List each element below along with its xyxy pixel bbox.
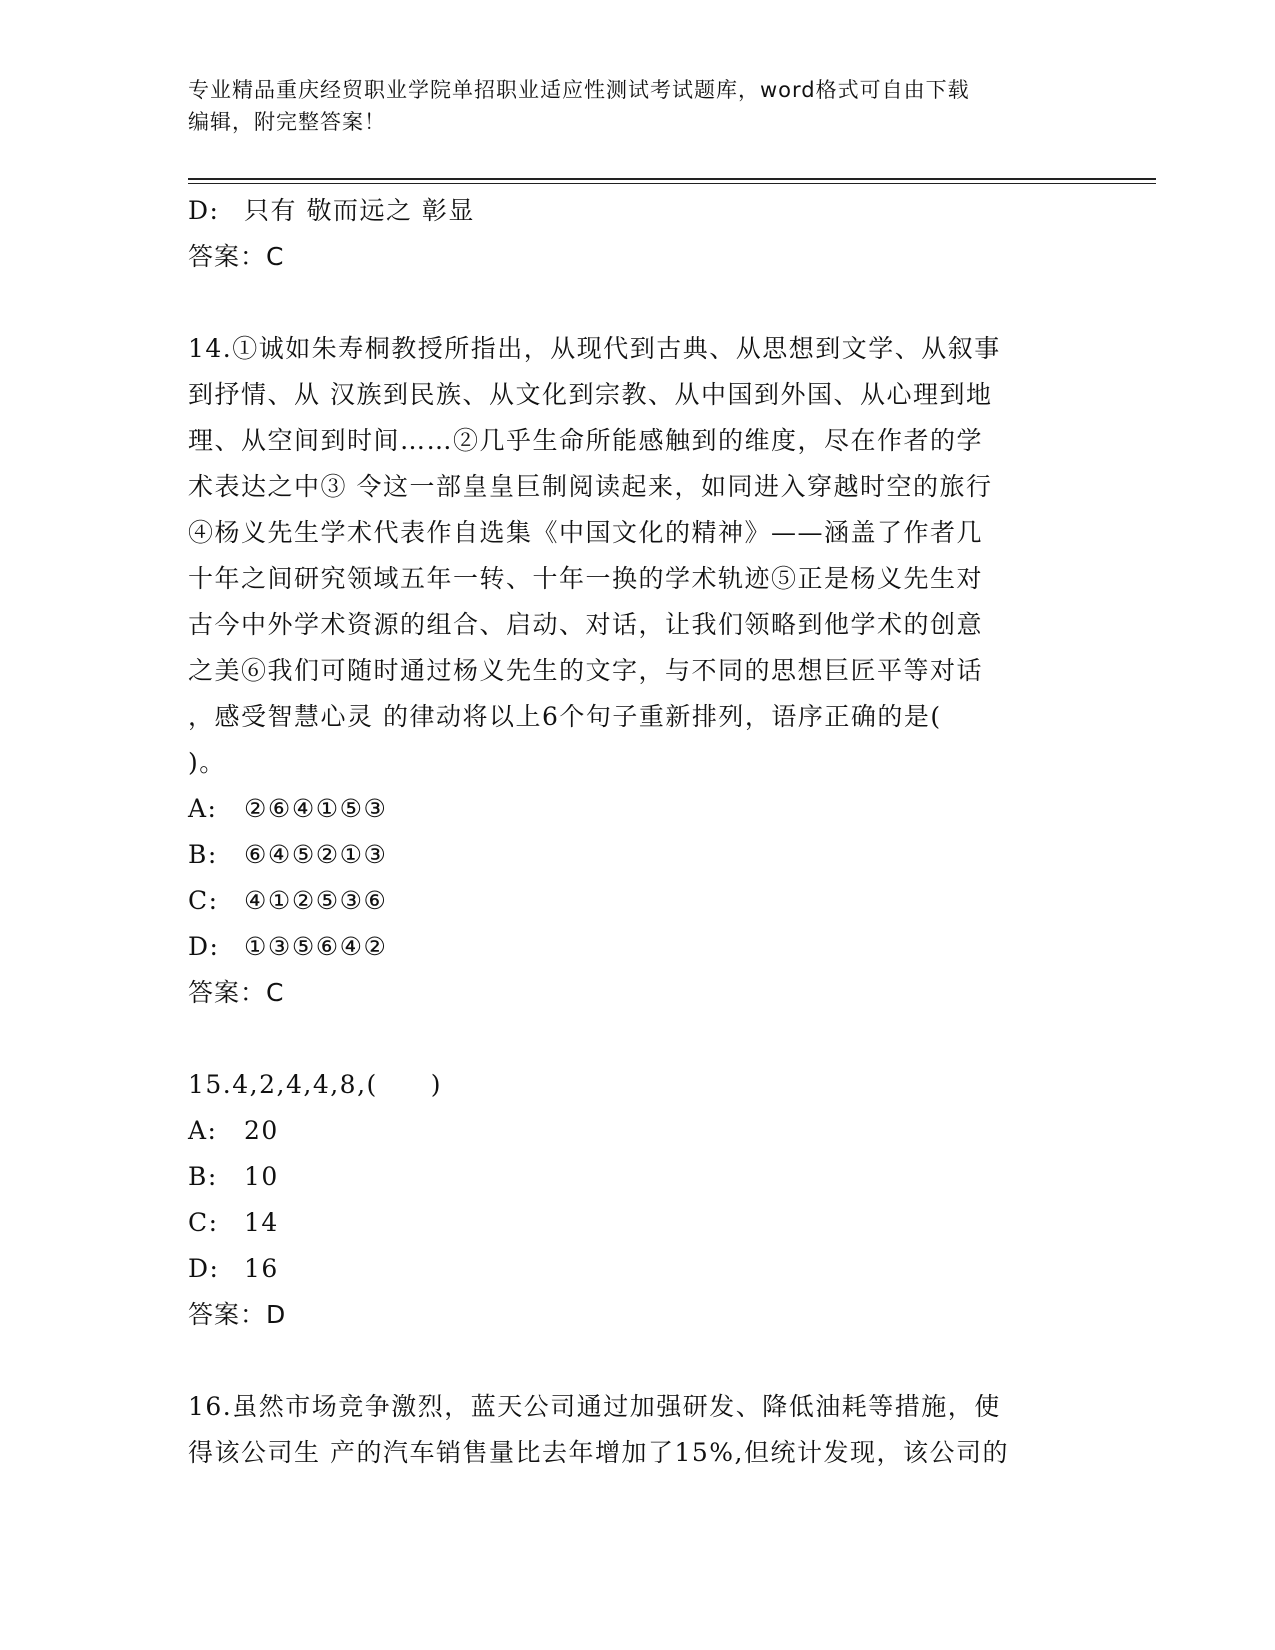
q13-answer: 答案：C [188,242,285,271]
option-label: C: [188,1208,219,1237]
option-text: 20 [244,1116,279,1145]
header-divider-thick [188,178,1156,180]
option-label: C: [188,886,219,915]
q14-stem-line: 古今中外学术资源的组合、启动、对话，让我们领略到他学术的创意 [188,610,984,639]
q14-stem-line: 到抒情、从 汉族到民族、从文化到宗教、从中国到外国、从心理到地 [188,380,993,409]
option-text: 14 [244,1208,279,1237]
option-label: D: [188,1254,220,1283]
header-divider-thin [188,183,1156,184]
q16-stem [188,1384,1088,1476]
q16-stem-line: 得该公司生 产的汽车销售量比去年增加了15%,但统计发现，该公司的 [188,1438,1009,1467]
q15-option-d [188,1246,1088,1292]
option-label: A: [188,794,218,823]
page-header [188,74,1088,138]
q14-stem-line: ④杨义先生学术代表作自选集《中国文化的精神》——涵盖了作者几 [188,518,984,547]
q14-stem [188,326,1088,786]
q14-stem-line: ，感受智慧心灵 的律动将以上6个句子重新排列，语序正确的是( [188,702,942,731]
q15-option-b [188,1154,1088,1200]
q14-option-a [188,786,1088,832]
q14-stem-line: 十年之间研究领域五年一转、十年一换的学术轨迹⑤正是杨义先生对 [188,564,984,593]
spacer [188,1016,1088,1062]
q14-stem-line: 术表达之中③ 令这一部皇皇巨制阅读起来，如同进入穿越时空的旅行 [188,472,993,501]
option-label: D: [188,196,220,225]
q16-stem-line: 16.虽然市场竞争激烈，蓝天公司通过加强研发、降低油耗等措施，使 [188,1392,1001,1421]
spacer [188,280,1088,326]
q14-stem-line: 14.①诚如朱寿桐教授所指出，从现代到古典、从思想到文学、从叙事 [188,334,1001,363]
q14-stem-line: 理、从空间到时间……②几乎生命所能感触到的维度，尽在作者的学 [188,426,984,455]
q14-answer: 答案：C [188,978,285,1007]
q14-option-c [188,878,1088,924]
q13-option-d [188,188,1088,234]
header-line-1: 专业精品重庆经贸职业学院单招职业适应性测试考试题库，word格式可自由下载 [188,78,970,102]
option-text: 10 [244,1162,279,1191]
option-label: D: [188,932,220,961]
option-label: A: [188,1116,218,1145]
option-text: 16 [244,1254,279,1283]
option-text: ④①②⑤③⑥ [244,886,388,915]
q14-option-b [188,832,1088,878]
header-line-2: 编辑，附完整答案！ [188,110,386,134]
q15-option-c [188,1200,1088,1246]
q14-stem-line: )。 [188,748,226,777]
q15-option-a [188,1108,1088,1154]
q15-answer: 答案：D [188,1300,287,1329]
q14-option-d [188,924,1088,970]
option-label: B: [188,1162,218,1191]
option-text: 只有 敬而远之 彰显 [244,196,475,225]
q14-stem-line: 之美⑥我们可随时通过杨义先生的文字，与不同的思想巨匠平等对话 [188,656,984,685]
document-body [188,188,1088,1476]
spacer [188,1338,1088,1384]
option-label: B: [188,840,218,869]
option-text: ⑥④⑤②①③ [244,840,388,869]
q15-stem: 15.4,2,4,4,8,( ) [188,1070,443,1099]
option-text: ②⑥④①⑤③ [244,794,388,823]
option-text: ①③⑤⑥④② [244,932,388,961]
